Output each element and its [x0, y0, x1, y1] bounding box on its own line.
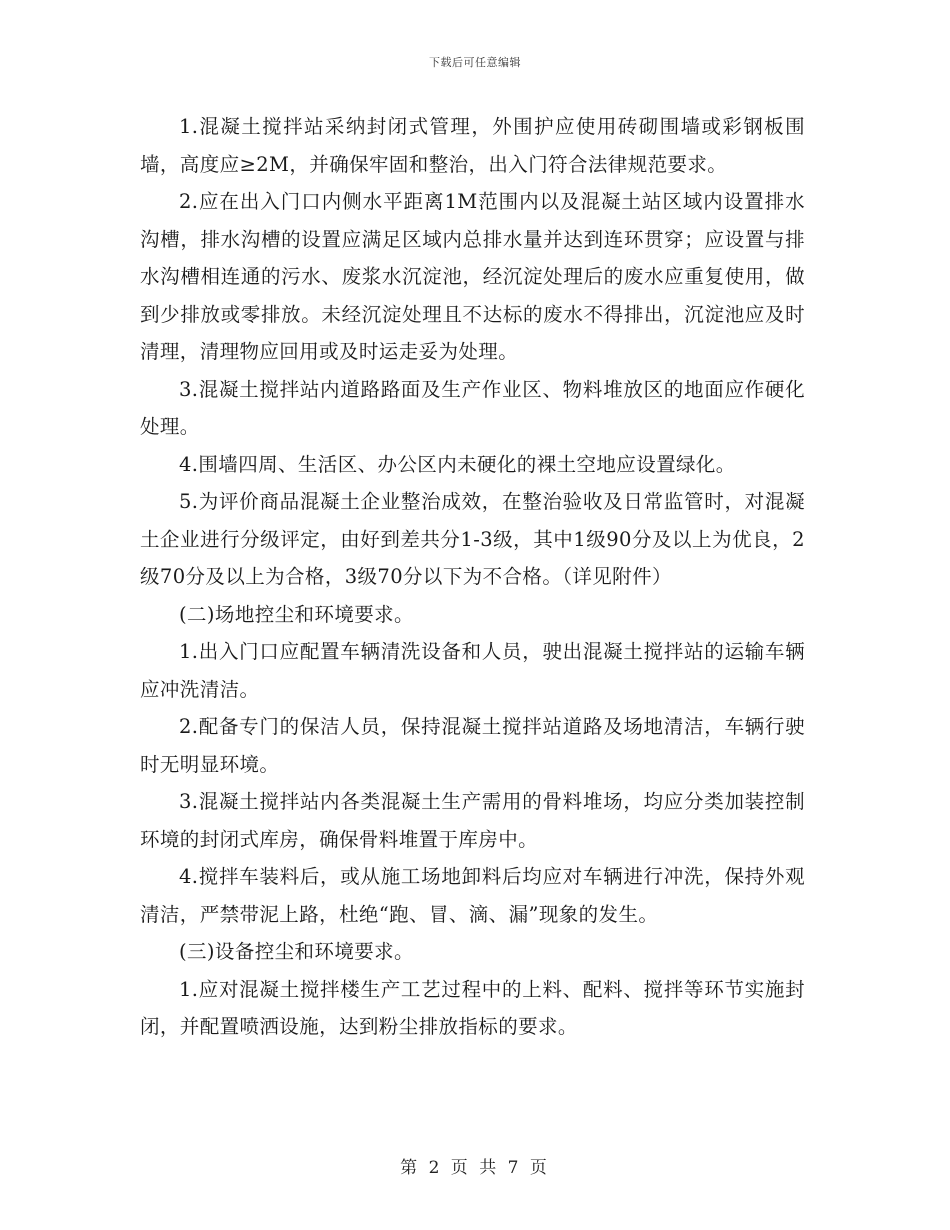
paragraph: 3.混凝土搅拌站内各类混凝土生产需用的骨料堆场，均应分类加装控制环境的封闭式库房，确保骨料堆置于库房中。	[140, 790, 805, 851]
page-number: 第 2 页 共 7 页	[400, 1158, 550, 1178]
paragraph: 2.配备专门的保洁人员，保持混凝土搅拌站道路及场地清洁，车辆行驶时无明显环境。	[140, 715, 805, 776]
section-heading: (二)场地控尘和环境要求。	[179, 602, 414, 626]
paragraph: 1.出入门口应配置车辆清洗设备和人员，驶出混凝土搅拌站的运输车辆应冲洗清洁。	[140, 640, 805, 701]
paragraph: 5.为评价商品混凝土企业整治成效，在整治验收及日常监管时，对混凝土企业进行分级评定，由好到差共分1-3级，其中1级90分及以上为优良，2级70分及以上为合格，3级70分以下为不合格。（详见附件）	[140, 490, 805, 588]
document-body	[140, 108, 805, 1046]
paragraph: 4.围墙四周、生活区、办公区内未硬化的裸土空地应设置绿化。	[179, 452, 736, 476]
paragraph: 2.应在出入门口内侧水平距离1M范围内以及混凝土站区域内设置排水沟槽，排水沟槽的设置应满足区域内总排水量并达到连环贯穿；应设置与排水沟槽相连通的污水、废浆水沉淀池，经沉淀处理后的废水应重复使用，做到少排放或零排放。未经沉淀处理且不达标的废水不得排出，沉淀池应及时清理，清理物应回用或及时运走妥为处理。	[140, 190, 805, 363]
paragraph: 1.应对混凝土搅拌楼生产工艺过程中的上料、配料、搅拌等环节实施封闭，并配置喷洒设施，达到粉尘排放指标的要求。	[140, 977, 805, 1038]
paragraph: 4.搅拌车装料后，或从施工场地卸料后均应对车辆进行冲洗，保持外观清洁，严禁带泥上路，杜绝“跑、冒、滴、漏”现象的发生。	[140, 865, 805, 926]
paragraph: 1.混凝土搅拌站采纳封闭式管理，外围护应使用砖砌围墙或彩钢板围墙，高度应≥2M，并确保牢固和整治，出入门符合法律规范要求。	[140, 115, 805, 176]
paragraph: 3.混凝土搅拌站内道路路面及生产作业区、物料堆放区的地面应作硬化处理。	[140, 377, 805, 438]
page-header: 下载后可任意编辑	[429, 56, 521, 69]
section-heading: (三)设备控尘和环境要求。	[179, 940, 414, 963]
